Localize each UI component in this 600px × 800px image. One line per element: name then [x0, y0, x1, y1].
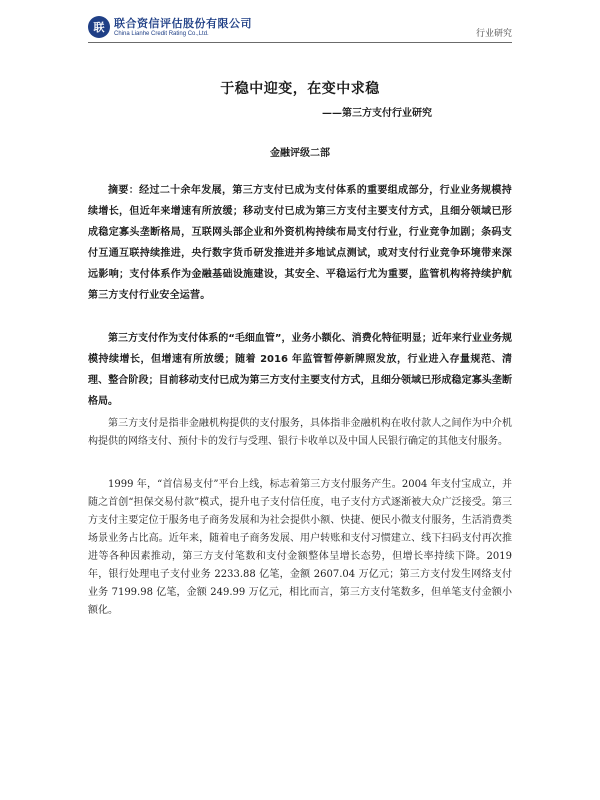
report-category: 行业研究 — [475, 29, 512, 39]
logo-icon: 联 — [88, 16, 110, 38]
abstract-paragraph: 摘要：经过二十余年发展，第三方支付已成为支付体系的重要组成部分，行业业务规模持续增长，但近年来增速有所放缓；移动支付已成为第三方支付主要支付方式，且细分领域已形成稳定寡头垄断格局，互联网头部企业和外资机构持续布局支付行业，行业竞争加剧；条码支付互通互联持续推进，央行数字货币研发推进并多地试点测试，或对支付行业竞争环境带来深远影响；支付体系作为金融基础设施建设，其安全、平稳运行尤为重要，监管机构将持续护航第三方支付行业安全运营。 — [88, 185, 512, 301]
company-logo — [88, 16, 252, 38]
logo-text — [114, 18, 252, 37]
department-name: 金融评级二部 — [270, 148, 330, 159]
report-title: 于稳中迎变，在变中求稳 — [220, 81, 380, 97]
report-subtitle: ——第三方支付行业研究 — [322, 108, 432, 119]
company-name-en: China Lianhe Credit Rating Co.,Ltd. — [114, 30, 209, 37]
header-divider — [88, 42, 512, 43]
body-paragraph: 1999 年，“首信易支付”平台上线，标志着第三方支付服务产生。2004 年支付宝成立，并随之首创“担保交易付款”模式，提升电子支付信任度，电子支付方式逐渐被大众广泛接受。第三方支付主要定位于服务电子商务发展和为社会提供小额、快捷、便民小微支付服务，生活消费类场景业务占比高。近年来，随着电子商务发展、用户转账和支付习惯建立、线下扫码支付再次推进等各种因素推动，第三方支付笔数和支付金额整体呈增长态势，但增长率持续下降。2019 年，银行处理电子支付业务 2233.88 亿笔，金额 2607.04 万亿元；第三方支付发生网络支付业务 7199.98 亿笔，金额 249.99 万亿元，相比而言，第三方支付笔数多，但单笔支付金额小额化。 — [88, 479, 512, 616]
body-paragraph: 第三方支付是指非金融机构提供的支付服务，具体指非金融机构在收付款人之间作为中介机构提供的网络支付、预付卡的发行与受理、银行卡收单以及中国人民银行确定的其他支付服务。 — [88, 418, 512, 447]
company-name-cn: 联合资信评估股份有限公司 — [114, 16, 252, 30]
lead-paragraph: 第三方支付作为支付体系的“毛细血管”，业务小额化、消费化特征明显；近年来行业业务规模持续增长，但增速有所放缓；随着 2016 年监管暂停新牌照发放，行业进入存量规范、清理、整合阶段；目前移动支付已成为第三方支付主要支付方式，且细分领域已形成稳定寡头垄断格局。 — [88, 333, 512, 407]
